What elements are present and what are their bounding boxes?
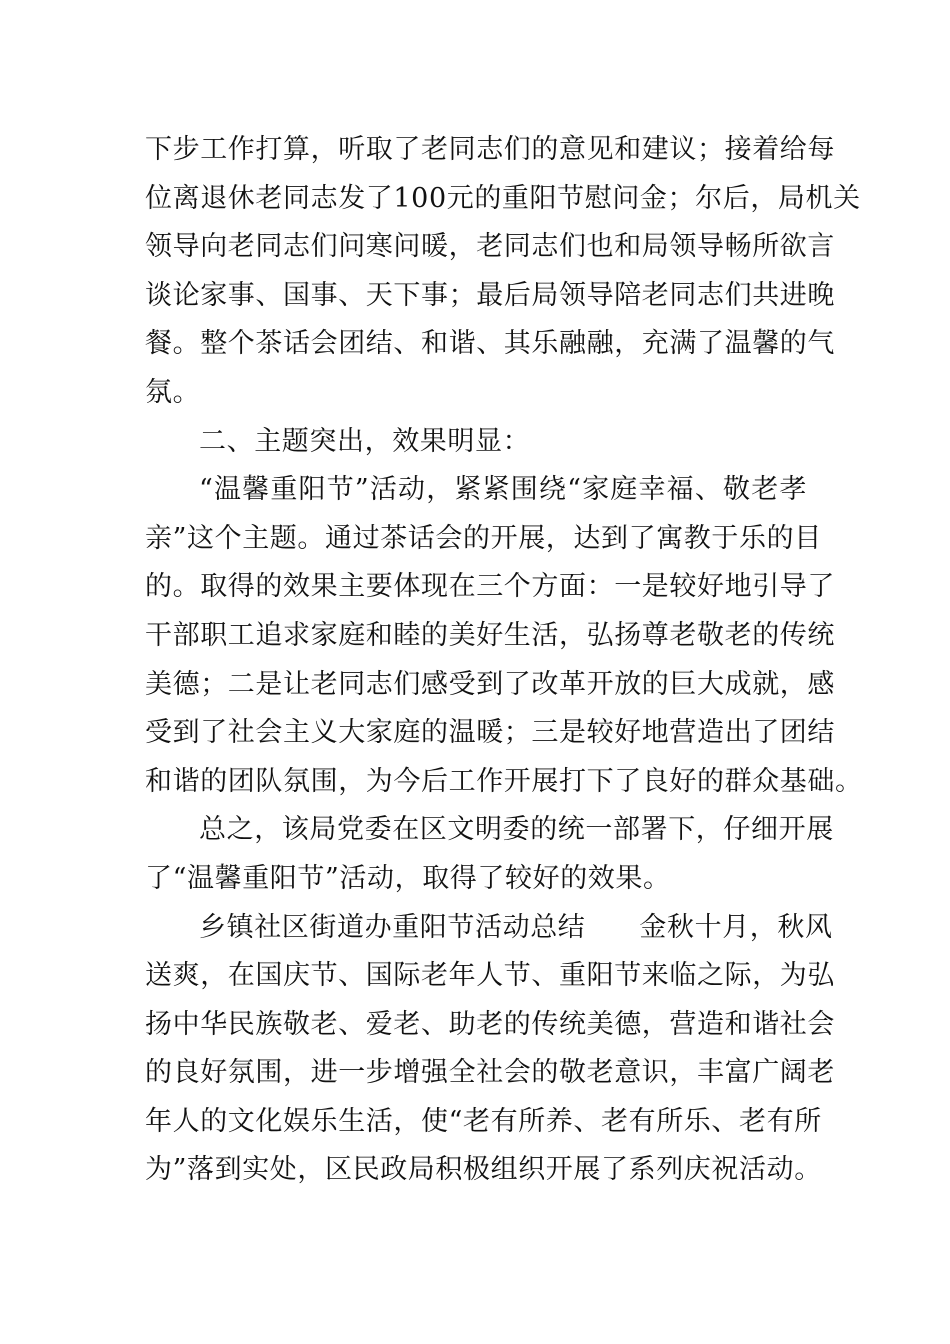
text-line: 亲”这个主题。通过茶话会的开展，达到了寓教于乐的目 — [145, 522, 822, 554]
text-line: 餐。整个茶话会团结、和谐、其乐融融，充满了温馨的气 — [145, 328, 835, 360]
text-line: 为”落到实处，区民政局积极组织开展了系列庆祝活动。 — [145, 1154, 822, 1186]
document-body — [145, 126, 863, 1195]
text-line: 谈论家事、国事、天下事；最后局领导陪老同志们共进晚 — [145, 279, 835, 311]
text-line: 位离退休老同志发了100元的重阳节慰问金；尔后，局机关 — [145, 182, 861, 214]
article-heading: 乡镇社区街道办重阳节活动总结 — [199, 911, 586, 943]
text-line: 氛。 — [145, 376, 201, 408]
paragraph-township-summary — [145, 904, 835, 1196]
section-heading-theme — [145, 418, 807, 467]
text-line: 扬中华民族敬老、爱老、助老的传统美德，营造和谐社会 — [145, 1008, 835, 1040]
text-line: 总之，该局党委在区文明委的统一部署下，仔细开展 — [199, 814, 834, 846]
text-line: 和谐的团队氛围，为今后工作开展打下了良好的群众基础。 — [145, 765, 863, 797]
paragraph-tea-party-summary — [145, 126, 861, 418]
text-line: 了“温馨重阳节”活动，取得了较好的效果。 — [145, 862, 671, 894]
text-line: “温馨重阳节”活动，紧紧围绕“家庭幸福、敬老孝 — [199, 474, 807, 506]
text-line: 美德；二是让老同志们感受到了改革开放的巨大成就，感 — [145, 668, 835, 700]
text-line: 受到了社会主义大家庭的温暖；三是较好地营造出了团结 — [145, 717, 835, 749]
text-line: 的。取得的效果主要体现在三个方面：一是较好地引导了 — [145, 571, 835, 603]
text-line — [145, 904, 833, 953]
paragraph-conclusion — [145, 806, 834, 903]
text-line: 的良好氛围，进一步增强全社会的敬老意识，丰富广阔老 — [145, 1057, 835, 1089]
text-line: 送爽，在国庆节、国际老年人节、重阳节来临之际，为弘 — [145, 960, 835, 992]
text-line-rest: 金秋十月，秋风 — [639, 911, 833, 943]
text-line: 干部职工追求家庭和睦的美好生活，弘扬尊老敬老的传统 — [145, 619, 835, 651]
text-line: 年人的文化娱乐生活，使“老有所养、老有所乐、老有所 — [145, 1105, 822, 1137]
text-line: 领导向老同志们问寒问暖，老同志们也和局领导畅所欲言 — [145, 231, 835, 263]
text-line: 下步工作打算，听取了老同志们的意见和建议；接着给每 — [145, 134, 835, 165]
text-line: 二、主题突出，效果明显： — [199, 425, 531, 457]
paragraph-theme-effects — [145, 466, 863, 806]
